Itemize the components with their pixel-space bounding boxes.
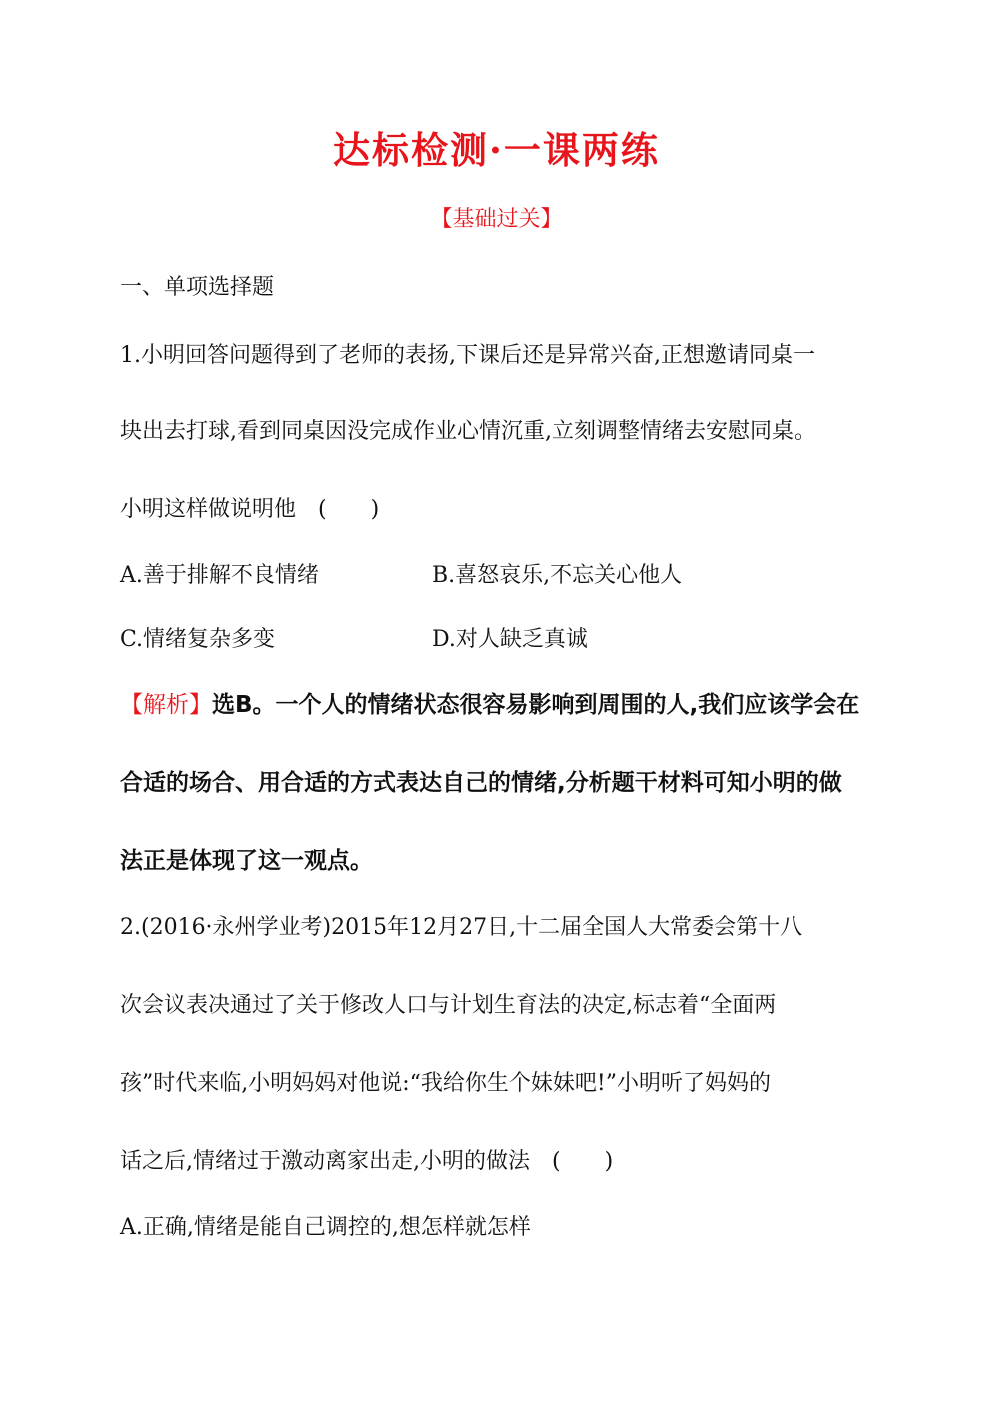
question-1-stem-end: 小明这样做说明他 ( ) [120,497,380,522]
section-heading: 一、单项选择题 [120,275,275,300]
question-1-option-c: C.情绪复杂多变 [120,627,276,652]
analysis-text-1: 选B。一个人的情绪状态很容易影响到周围的人,我们应该学会在 [212,692,860,718]
question-1-option-d: D.对人缺乏真诚 [432,627,588,652]
question-1-line-2: 块出去打球,看到同桌因没完成作业心情沉重,立刻调整情绪去安慰同桌。 [120,419,816,444]
question-2-line-3: 孩”时代来临,小明妈妈对他说:“我给你生个妹妹吧!”小明听了妈妈的 [120,1071,771,1096]
question-1-option-b: B.喜怒哀乐,不忘关心他人 [432,563,683,588]
question-1-analysis-line-3: 法正是体现了这一观点。 [120,848,373,874]
question-2-line-1: 2.(2016·永州学业考)2015年12月27日,十二届全国人大常委会第十八 [120,915,803,940]
question-2-line-2: 次会议表决通过了关于修改人口与计划生育法的决定,标志着“全面两 [120,993,777,1018]
question-2-option-a: A.正确,情绪是能自己调控的,想怎样就怎样 [120,1215,531,1240]
question-1-analysis-line-2: 合适的场合、用合适的方式表达自己的情绪,分析题干材料可知小明的做 [120,770,842,796]
analysis-label: 【解析】 [120,692,212,718]
question-2-line-4: 话之后,情绪过于激动离家出走,小明的做法 ( ) [120,1149,614,1174]
section-tag: 【基础过关】 [430,207,563,232]
question-1-line-1: 1.小明回答问题得到了老师的表扬,下课后还是异常兴奋,正想邀请同桌一 [120,343,815,368]
page-title: 达标检测·一课两练 [333,128,660,172]
question-1-option-a: A.善于排解不良情绪 [120,563,319,588]
question-1-analysis-line-1 [120,686,859,719]
